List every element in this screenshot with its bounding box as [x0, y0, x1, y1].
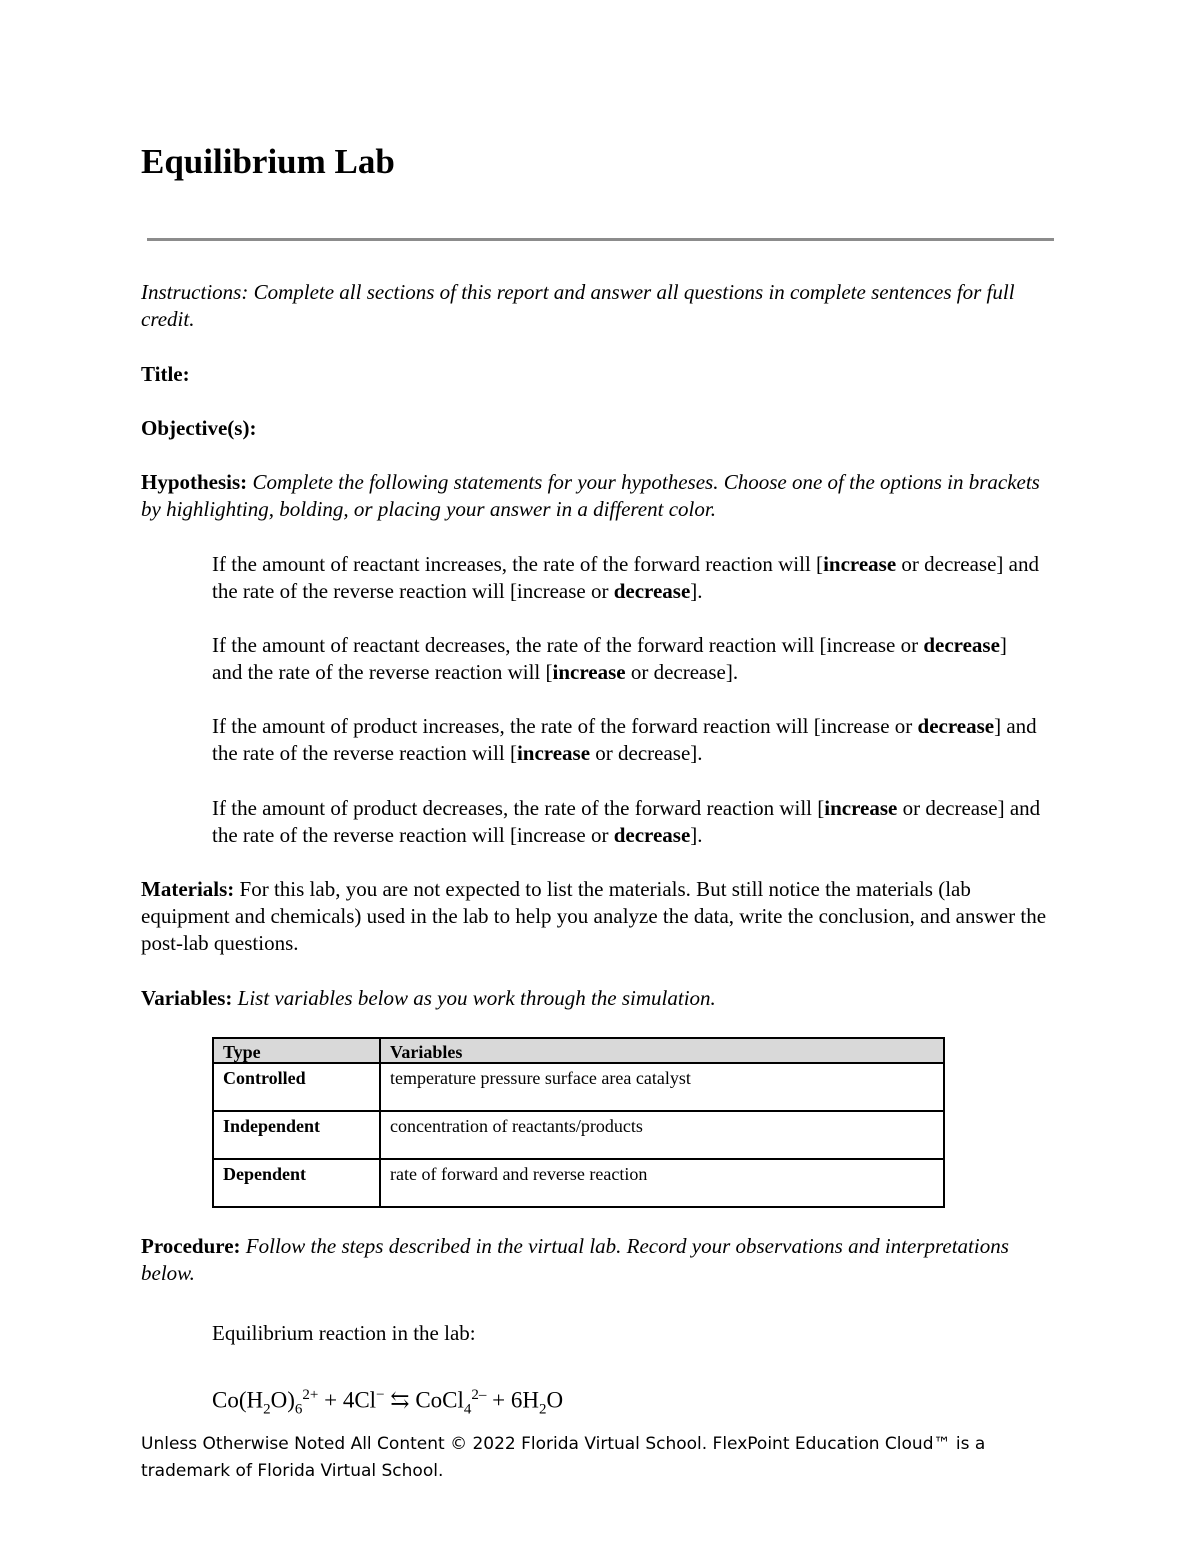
table-header-row	[213, 1038, 944, 1063]
statement-text: or decrease].	[590, 741, 703, 765]
materials-section	[141, 876, 1061, 957]
statement-text: If the amount of product increases, the rate of the forward reaction will [increase or	[212, 714, 918, 738]
materials-label: Materials:	[141, 877, 235, 901]
title-label: Title:	[141, 362, 190, 386]
table-row	[213, 1111, 944, 1159]
statement-choice: increase	[824, 796, 898, 820]
variables-table	[212, 1037, 945, 1208]
header-type: Type	[213, 1038, 380, 1063]
procedure-prompt: Follow the steps described in the virtual lab. Record your observations and interpretations below.	[141, 1234, 1009, 1285]
instructions-text	[141, 279, 1061, 333]
eq-text: + 4Cl	[318, 1387, 377, 1413]
statement-text: ] and the rate of the reverse reaction will [	[212, 714, 1037, 765]
statement-text: If the amount of reactant decreases, the rate of the forward reaction will [increase or	[212, 633, 924, 657]
eq-subscript: 2	[263, 1401, 271, 1418]
statement-choice: increase	[516, 741, 591, 765]
hypothesis-statement-4	[212, 795, 1042, 849]
statement-text: If the amount of reactant increases, the rate of the forward reaction will [	[212, 552, 824, 576]
statement-text: or decrease].	[625, 660, 739, 684]
eq-charge: 2+	[302, 1387, 319, 1403]
procedure-section	[141, 1233, 1061, 1287]
variables-prompt: List variables below as you work through the simulation.	[237, 986, 716, 1010]
eq-text: ⇆ CoCl	[384, 1387, 464, 1413]
chemical-equation	[212, 1378, 563, 1426]
copyright-footer: Unless Otherwise Noted All Content © 2022 Florida Virtual School. FlexPoint Education Cloud™ is a trademark of Florida Virtual School.	[141, 1434, 986, 1481]
title-divider	[147, 238, 1054, 241]
statement-text: If the amount of product decreases, the rate of the forward reaction will [	[212, 796, 825, 820]
materials-text: For this lab, you are not expected to list the materials. But still notice the materials (lab equipment and chemicals) used in the lab to help you analyze the data, write the conclusion, and answer the post-lab questions.	[141, 877, 1047, 955]
statement-choice: decrease	[613, 823, 691, 847]
objective-label: Objective(s):	[141, 416, 257, 440]
title-field-label	[141, 361, 1061, 388]
table-row	[213, 1159, 944, 1207]
hypothesis-section	[141, 469, 1061, 523]
eq-subscript: 2	[538, 1401, 547, 1418]
eq-charge: −	[376, 1387, 385, 1403]
eq-subscript: 4	[463, 1401, 472, 1418]
variable-type-cell: Controlled	[213, 1063, 380, 1111]
variables-label: Variables:	[141, 986, 233, 1010]
statement-text: or decrease] and the rate of the reverse reaction will [increase or	[212, 552, 1039, 603]
equation-label: Equilibrium reaction in the lab:	[212, 1321, 476, 1345]
eq-charge: 2–	[471, 1387, 487, 1403]
statement-choice: decrease	[923, 633, 1000, 657]
hypothesis-prompt: Complete the following statements for your hypotheses. Choose one of the options in brackets by highlighting, bolding, or placing your answer in a different color.	[141, 470, 1040, 521]
statement-text: ].	[690, 823, 703, 847]
eq-text: O)	[270, 1387, 295, 1413]
statement-text: ].	[690, 579, 703, 603]
variables-section	[141, 985, 1061, 1012]
page-title: Equilibrium Lab	[141, 142, 395, 181]
eq-text: + 6H	[486, 1387, 539, 1413]
instructions-italic: Instructions: Complete all sections of this report and answer all questions in complete sentences for full credit.	[141, 280, 1015, 331]
statement-choice: decrease	[917, 714, 995, 738]
hypothesis-statement-3	[212, 713, 1042, 767]
variable-type-cell: Independent	[213, 1111, 380, 1159]
variable-value-cell[interactable]: concentration of reactants/products	[380, 1111, 944, 1159]
statement-choice: increase	[552, 660, 626, 684]
table-row	[213, 1063, 944, 1111]
statement-choice: decrease	[613, 579, 691, 603]
procedure-label: Procedure:	[141, 1234, 241, 1258]
hypothesis-label: Hypothesis:	[141, 470, 248, 494]
eq-subscript: 6	[294, 1401, 303, 1418]
hypothesis-statement-2	[212, 632, 1042, 686]
eq-text: Co(H	[212, 1387, 264, 1413]
variable-value-cell[interactable]: temperature pressure surface area catalyst	[380, 1063, 944, 1111]
variable-value-cell[interactable]: rate of forward and reverse reaction	[380, 1159, 944, 1207]
objective-field-label	[141, 415, 1061, 442]
statement-text: or decrease] and the rate of the reverse reaction will [increase or	[212, 796, 1041, 847]
header-variables: Variables	[380, 1038, 944, 1063]
hypothesis-statement-1	[212, 551, 1042, 605]
variable-type-cell: Dependent	[213, 1159, 380, 1207]
statement-choice: increase	[823, 552, 897, 576]
eq-text: O	[546, 1387, 564, 1413]
statement-text: ] and the rate of the reverse reaction will [	[212, 633, 1007, 684]
